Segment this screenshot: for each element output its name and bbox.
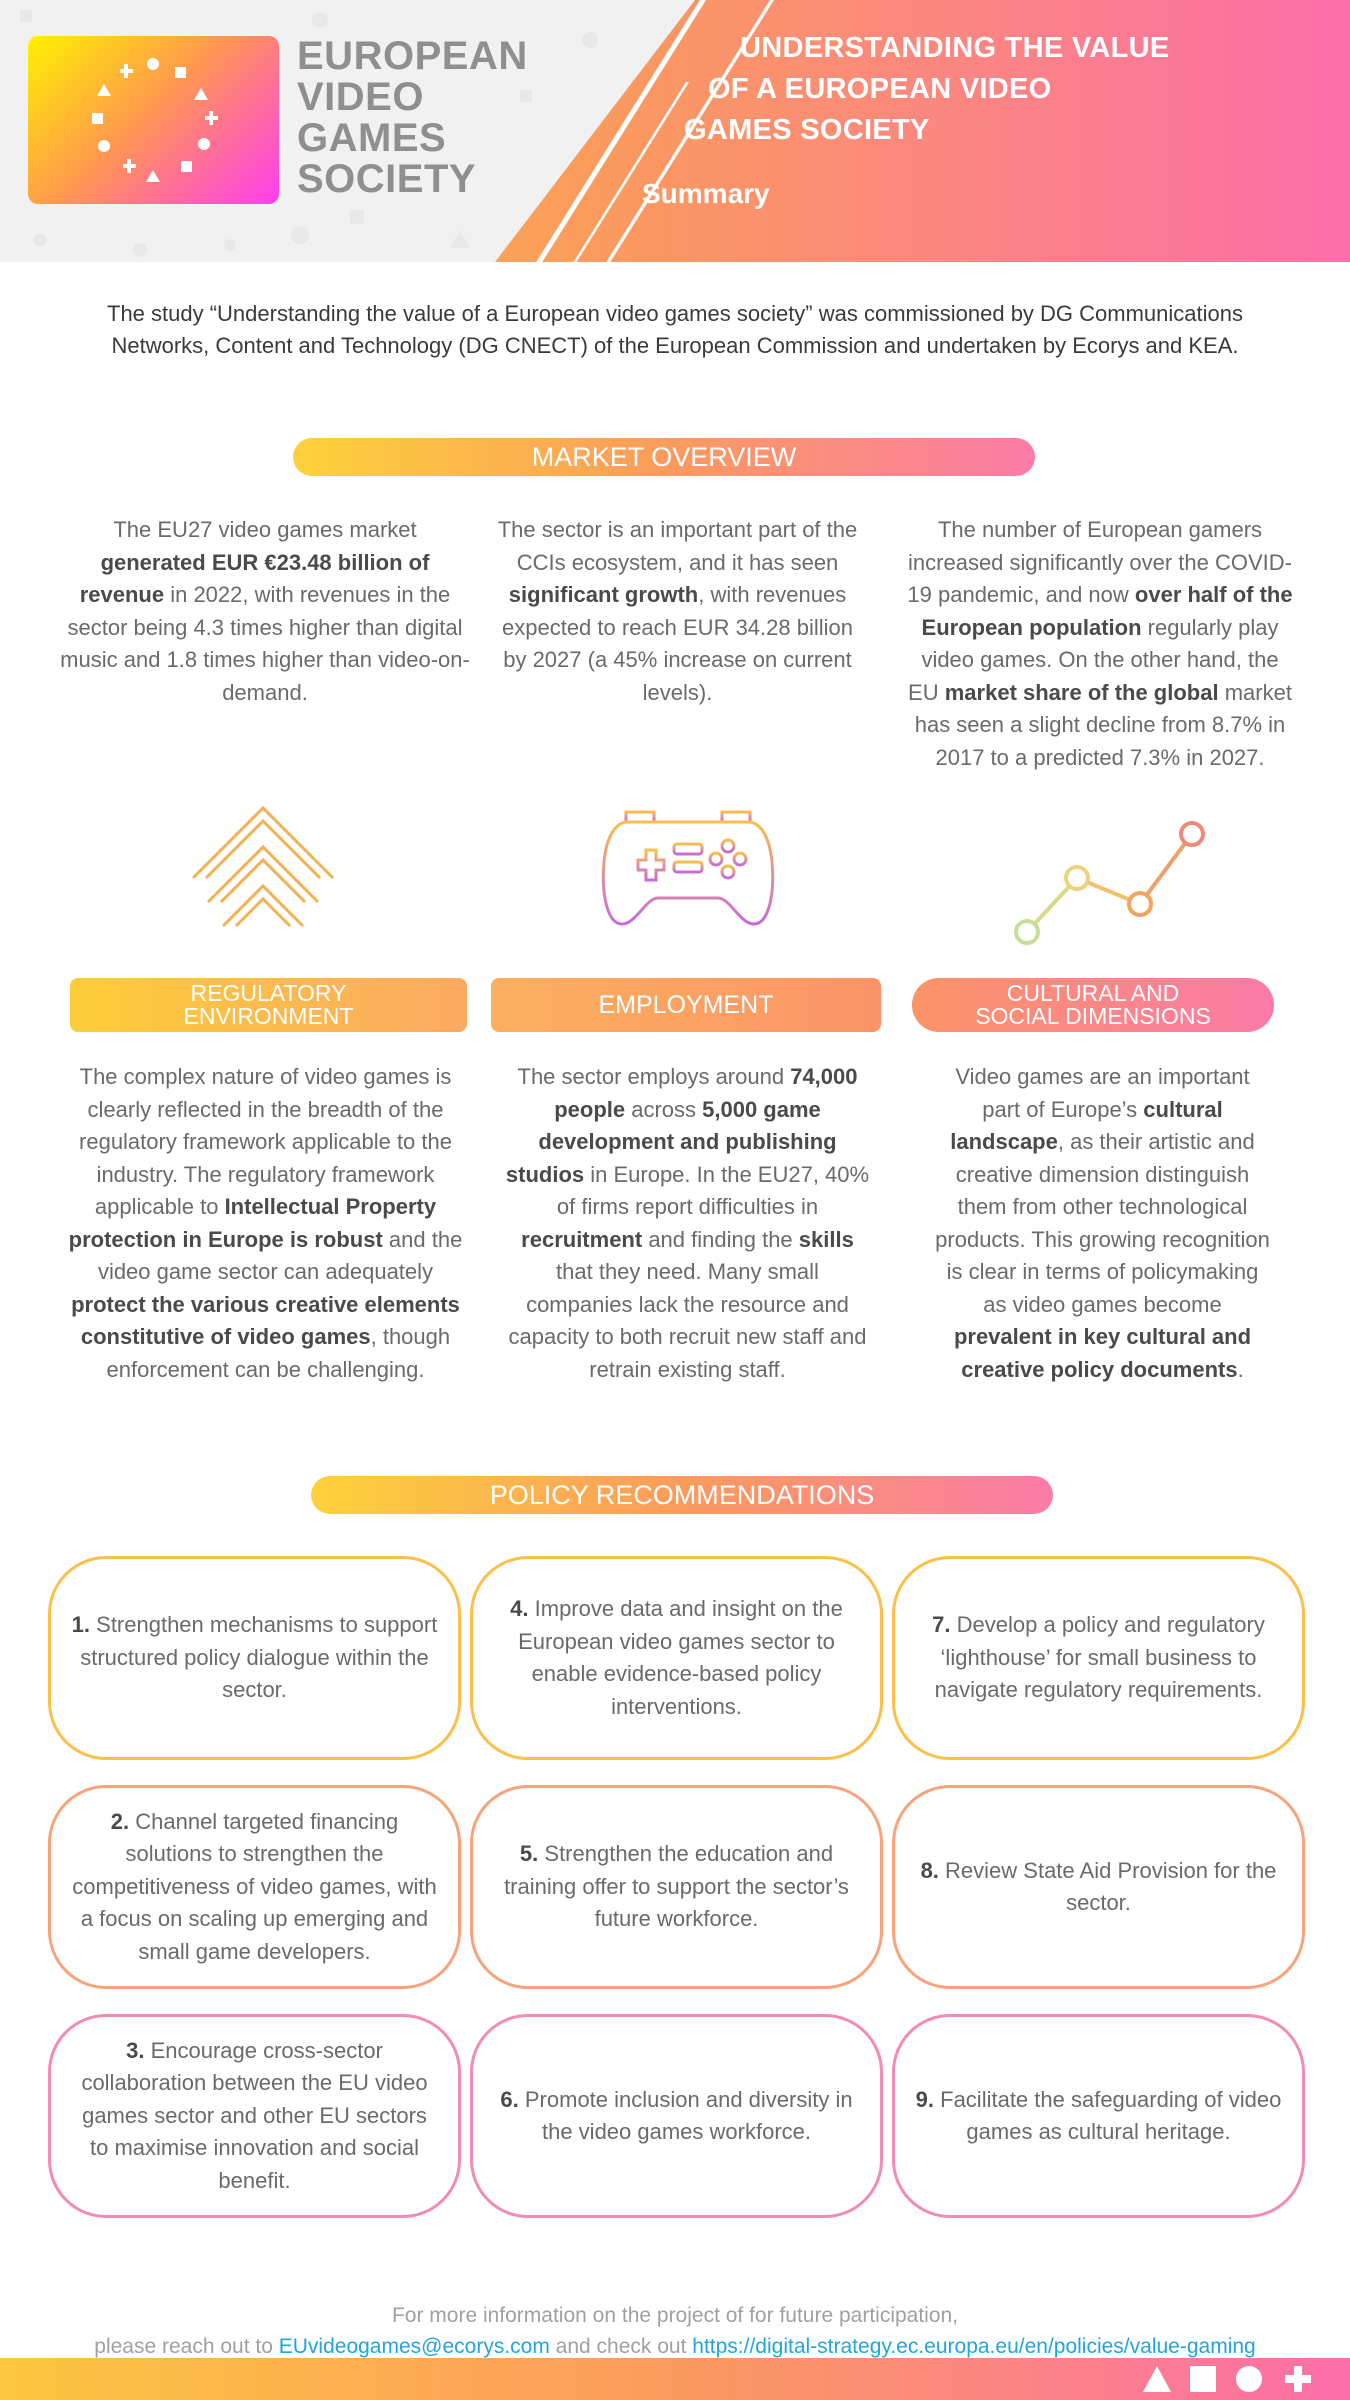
recommendation-card: 7. Develop a policy and regulatory ‘lighthouse’ for small business to navigate regulatory requirements. xyxy=(892,1556,1305,1760)
recommendation-card: 3. Encourage cross-sector collaboration between the EU video games sector and other EU sectors to maximise innovation and social benefit. xyxy=(48,2014,461,2218)
footer-line: For more information on the project of for future participation, xyxy=(391,2304,959,2327)
employment-text: The sector employs around 74,000 people across 5,000 game development and publishing studios in Europe. In the EU27, 40% of firms report difficulties in recruitment and finding the skills that they need. Many small companies lack the resource and capacity to both recruit new staff and retrain existing staff. xyxy=(505,1064,870,1382)
recommendation-card: 9. Facilitate the safeguarding of video games as cultural heritage. xyxy=(892,2014,1305,2218)
intro-paragraph: The study “Understanding the value of a European video games society” was commissioned by DG Communications Networks, Content and Technology (DG CNECT) of the European Commission and undertaken by Ecorys and KEA. xyxy=(107,301,1243,358)
cultural-text: Video games are an important part of Europe’s cultural landscape, as their artistic and creative dimension distinguish them from other technological products. This growing recognition is clear in terms of policymaking as video games become prevalent in key cultural and creative policy documents. xyxy=(935,1064,1270,1382)
recommendation-card: 2. Channel targeted financing solutions to strengthen the competitiveness of video games, with a focus on scaling up emerging and small game developers. xyxy=(48,1785,461,1989)
market-col-2: The sector is an important part of the CCIs ecosystem, and it has seen significant growth, with revenues expected to reach EUR 34.28 billion by 2027 (a 45% increase on current levels). xyxy=(497,517,858,705)
page-title: UNDERSTANDING THE VALUE OF A EUROPEAN VIDEO GAMES SOCIETY xyxy=(684,32,1170,146)
recommendation-card: 1. Strengthen mechanisms to support structured policy dialogue within the sector. xyxy=(48,1556,461,1760)
logo xyxy=(28,36,279,204)
chevrons-up-icon xyxy=(188,800,338,932)
logo-shapes-icon xyxy=(28,36,279,204)
footer xyxy=(0,2300,1350,2362)
gamepad-icon xyxy=(598,800,778,932)
recommendation-card: 8. Review State Aid Provision for the sector. xyxy=(892,1785,1305,1989)
market-col-3: The number of European gamers increased significantly over the COVID-19 pandemic, and now over half of the European population regularly play video games. On the other hand, the EU market share of the global market has seen a slight decline from 8.7% in 2017 to a predicted 7.3% in 2027. xyxy=(907,517,1293,770)
section-heading-regulatory: REGULATORY ENVIRONMENT xyxy=(70,978,467,1032)
section-heading-employment: EMPLOYMENT xyxy=(491,978,881,1032)
market-col-1: The EU27 video games market generated EUR €23.48 billion of revenue in 2022, with revenues in the sector being 4.3 times higher than digital music and 1.8 times higher than video-on-demand. xyxy=(60,517,470,705)
website-link[interactable]: https://digital-strategy.ec.europa.eu/en/policies/value-gaming xyxy=(692,2335,1256,2358)
line-chart-icon xyxy=(1005,814,1225,954)
section-heading-policy: POLICY RECOMMENDATIONS xyxy=(311,1476,1053,1514)
recommendation-card: 4. Improve data and insight on the European video games sector to enable evidence-based policy interventions. xyxy=(470,1556,883,1760)
section-heading-cultural: CULTURAL AND SOCIAL DIMENSIONS xyxy=(912,978,1274,1032)
regulatory-text: The complex nature of video games is clearly reflected in the breadth of the regulatory framework applicable to the industry. The regulatory framework applicable to Intellectual Property protection in Europe is robust and the video game sector can adequately protect the various creative elements constitutive of video games, though enforcement can be challenging. xyxy=(68,1064,463,1382)
recommendation-card: 6. Promote inclusion and diversity in the video games workforce. xyxy=(470,2014,883,2218)
logo-wordmark: EUROPEAN VIDEO GAMES SOCIETY xyxy=(297,34,528,201)
recommendation-card: 5. Strengthen the education and training offer to support the sector’s future workforce. xyxy=(470,1785,883,1989)
email-link[interactable]: EUvideogames@ecorys.com xyxy=(278,2335,550,2358)
footer-shapes-icon xyxy=(1142,2362,1332,2396)
header-banner xyxy=(0,0,1350,262)
section-heading-market-overview: MARKET OVERVIEW xyxy=(293,438,1035,476)
footer-contact: please reach out to EUvideogames@ecorys.com and check out https://digital-strategy.ec.europa.eu/en/policies/value-gaming xyxy=(94,2335,1256,2358)
page-subtitle: Summary xyxy=(642,178,770,209)
